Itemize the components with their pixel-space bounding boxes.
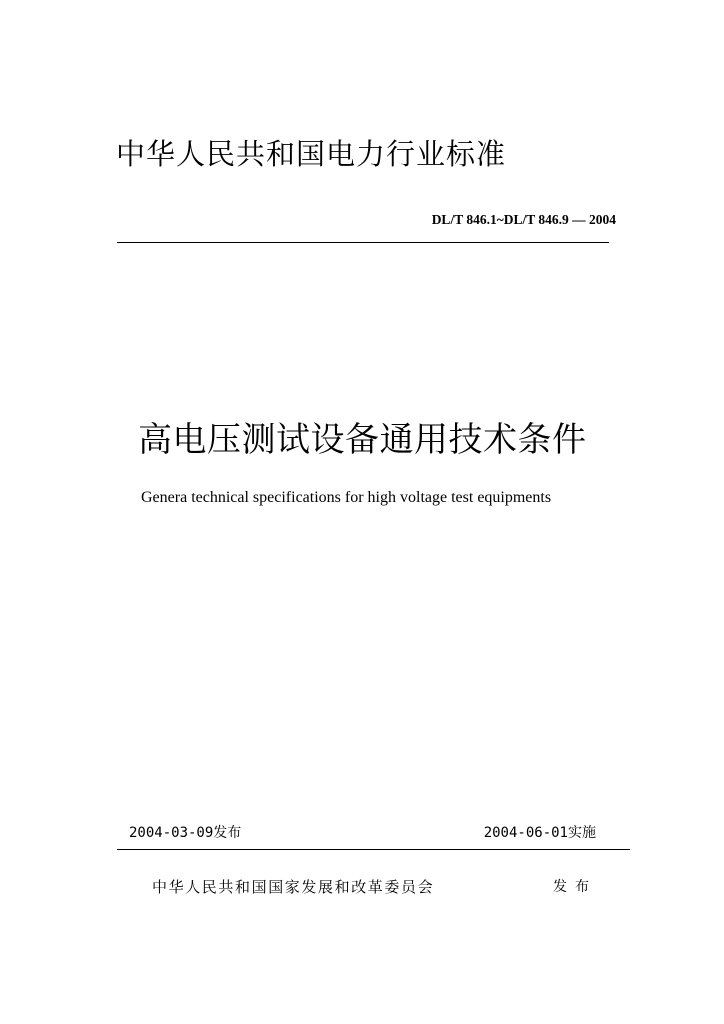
implementation-date: 2004-06-01实施 bbox=[483, 825, 596, 841]
footer-divider bbox=[117, 849, 630, 850]
header-divider bbox=[117, 242, 609, 243]
document-english-title: Genera technical specifications for high voltage test equipments bbox=[141, 489, 552, 506]
document-title: 高电压测试设备通用技术条件 bbox=[138, 420, 587, 460]
issuing-authority: 中华人民共和国国家发展和改革委员会 bbox=[152, 878, 435, 896]
issue-action-label: 发布 bbox=[553, 879, 597, 895]
issue-date: 2004-03-09发布 bbox=[129, 825, 242, 841]
industry-standard-heading: 中华人民共和国电力行业标准 bbox=[116, 137, 507, 171]
standard-code: DL/T 846.1~DL/T 846.9 — 2004 bbox=[431, 212, 616, 227]
